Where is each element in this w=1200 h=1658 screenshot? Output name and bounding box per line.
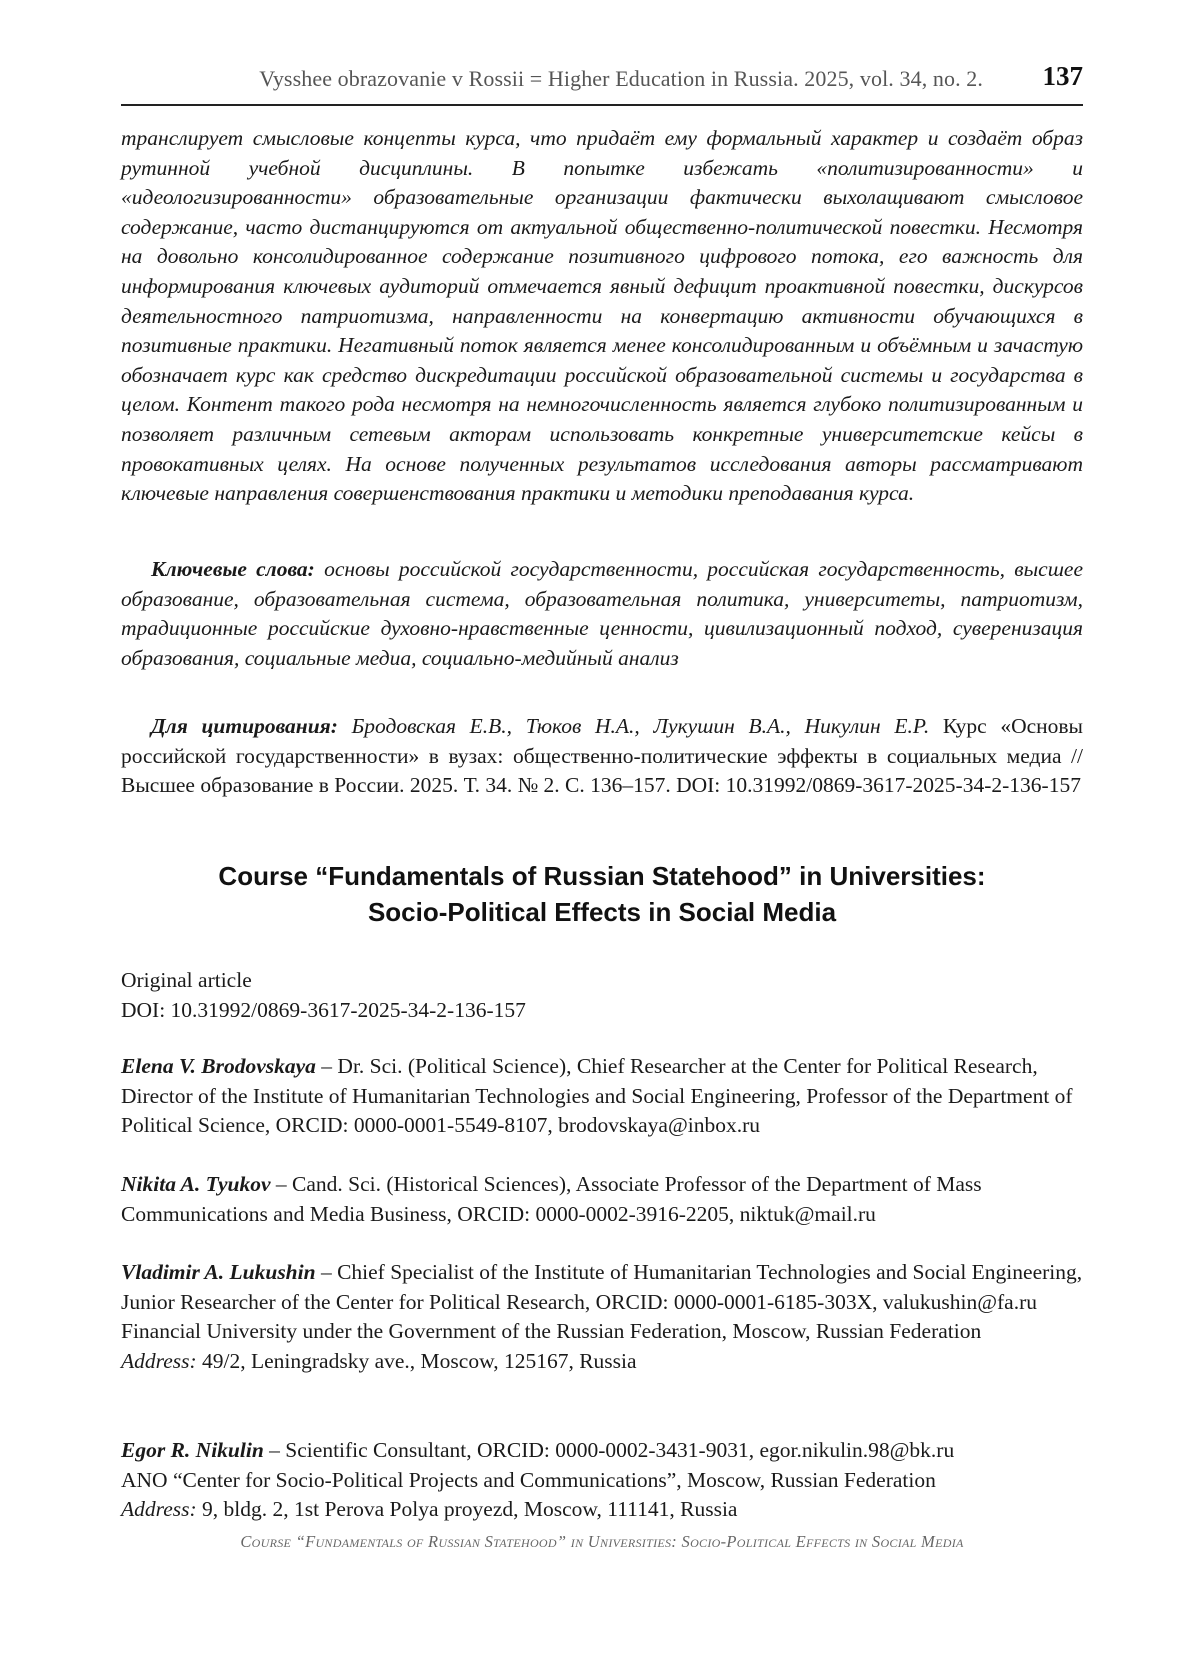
citation-text: Курс «Основы российской государственности» в вузах: общественно-политические эффекты в социальных медиа // Высшее образование в России. 2025. Т. 34. № 2. С. 136–157. DOI: 10.31992/0869-3617-2025-34-2-136-157 — [121, 714, 1083, 798]
author-address: 9, bldg. 2, 1st Perova Polya proyezd, Moscow, 111141, Russia — [196, 1497, 738, 1522]
journal-reference: Vysshee obrazovanie v Rossii = Higher Education in Russia. 2025, vol. 34, no. 2. — [259, 66, 983, 91]
author-details: – Dr. Sci. (Political Science), Chief Researcher at the Center for Political Research, Director of the Institute of Humanitarian Technologies and Social Engineering, Professor of the Department of Political Science, ORCID: 0000-0001-5549-8107, brodovskaya@inbox.ru — [121, 1054, 1073, 1138]
author-entry — [121, 1170, 1083, 1229]
author-name: Vladimir A. Lukushin — [121, 1260, 316, 1284]
title-line-1: Course “Fundamentals of Russian Statehood” in Universities: — [218, 861, 986, 891]
title-line-2: Socio-Political Effects in Social Media — [367, 897, 837, 927]
page-number: 137 — [1042, 61, 1083, 91]
citation-authors: Бродовская Е.В., Тюков Н.А., Лукушин В.А., Никулин Е.Р. — [351, 714, 930, 738]
author-address: 49/2, Leningradsky ave., Moscow, 125167, Russia — [196, 1348, 637, 1373]
author-name: Egor R. Nikulin — [121, 1438, 264, 1462]
article-doi: DOI: 10.31992/0869-3617-2025-34-2-136-157 — [121, 997, 526, 1022]
author-entry — [121, 1436, 1083, 1525]
author-affiliation: ANO “Center for Socio-Political Projects and Communications”, Moscow, Russian Federation — [121, 1467, 936, 1492]
author-name: Nikita A. Tyukov — [121, 1172, 271, 1196]
abstract-ru: транслирует смысловые концепты курса, что придаёт ему формальный характер и создаёт образ рутинной учебной дисциплины. В попытке избежать «политизированности» и «идеологизированности» образовательные организации фактически выхолащивают смысловое содержание, часто дистанцируются от актуальной общественно-политической повестки. Несмотря на довольно консолидированное содержание позитивного цифрового потока, его важность для информирования ключевых аудиторий отмечается явный дефицит проактивной повестки, дискурсов деятельностного патриотизма, направленности на конвертацию активности обучающихся в позитивные практики. Негативный поток является менее консолидированным и объёмным и зачастую обозначает курс как средство дискредитации российской образовательной системы и государства в целом. Контент такого рода несмотря на немногочисленность является глубоко политизированным и позволяет различным сетевым акторам использовать конкретные университетские кейсы в провокативных целях. На основе полученных результатов исследования авторы рассматривают ключевые направления совершенствования практики и методики преподавания курса. — [121, 126, 1083, 506]
running-footer: Course “Fundamentals of Russian Statehood” in Universities: Socio-Political Effects in Social Media — [240, 1532, 964, 1551]
article-type: Original article — [121, 968, 252, 992]
article-title-en — [121, 858, 1083, 930]
author-affiliation: Financial University under the Government of the Russian Federation, Moscow, Russian Federation — [121, 1319, 982, 1344]
author-entry — [121, 1052, 1083, 1141]
keywords-label: Ключевые слова: — [151, 557, 315, 581]
citation-ru — [121, 712, 1083, 801]
author-name: Elena V. Brodovskaya — [121, 1054, 316, 1078]
author-details: – Cand. Sci. (Historical Sciences), Associate Professor of the Department of Mass Communications and Media Business, ORCID: 0000-0002-3916-2205, niktuk@mail.ru — [121, 1172, 982, 1226]
author-entry — [121, 1258, 1083, 1376]
author-details: – Chief Specialist of the Institute of Humanitarian Technologies and Social Engineering, Junior Researcher of the Center for Political Research, ORCID: 0000-0001-6185-303X, valukushin@fa.ru — [121, 1260, 1083, 1314]
keywords-ru — [121, 555, 1083, 673]
article-meta — [121, 966, 1083, 1025]
keywords-text: основы российской государственности, российская государственность, высшее образование, образовательная система, образовательная политика, университеты, патриотизм, традиционные российские духовно-нравственные ценности, цивилизационный подход, суверенизация образования, социальные медиа, социально-медийный анализ — [121, 557, 1084, 670]
citation-label: Для цитирования: — [151, 714, 338, 738]
running-header — [121, 60, 1083, 106]
address-label: Address: — [121, 1348, 197, 1373]
author-details: – Scientific Consultant, ORCID: 0000-0002-3431-9031, egor.nikulin.98@bk.ru — [263, 1438, 955, 1462]
address-label: Address: — [121, 1497, 197, 1522]
